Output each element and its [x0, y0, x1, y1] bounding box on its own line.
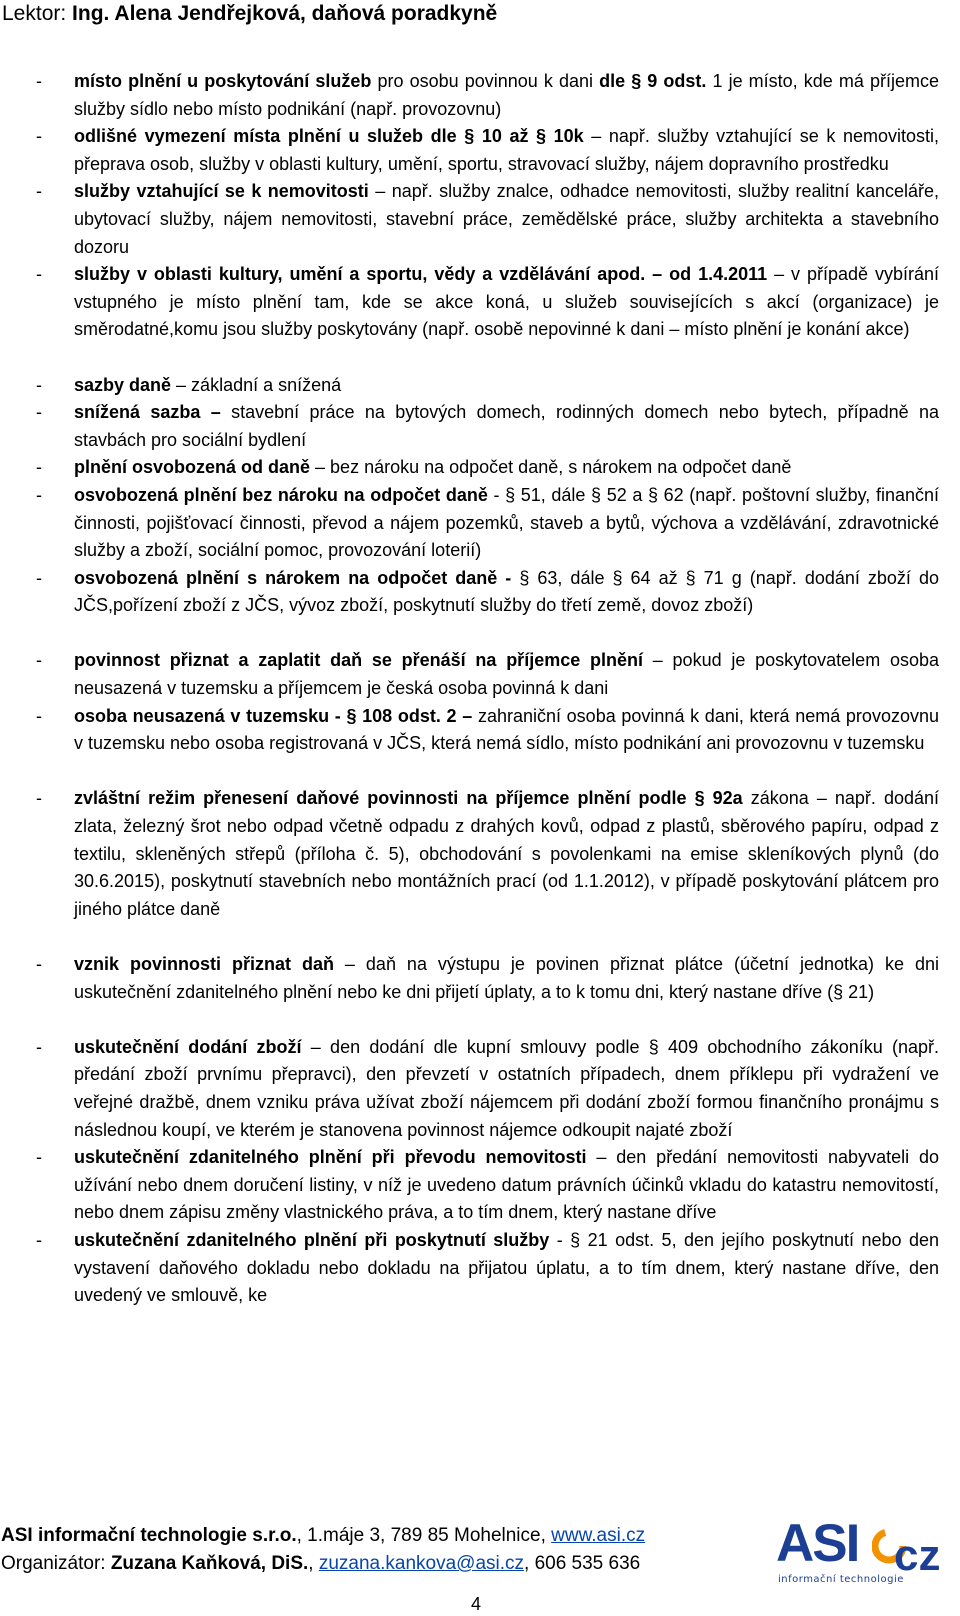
item-term: plnění osvobozená od daně	[74, 457, 311, 478]
item-text: – např. služby vztahující se k nemovitosti, přeprava osob, služby v oblasti kultury, umění, sportu, stravovací služby, nájem dopravního prostředku	[74, 126, 939, 174]
list-bullet: -	[36, 374, 42, 395]
item-text: – daň na výstupu je povinen přiznat plátce (účetní jednotka) ke dni uskutečnění zdanitelného plnění nebo ke dni přijetí úplaty, a to k tomu dni, který nastane dříve (§ 21)	[74, 954, 940, 1002]
list-item	[0, 951, 960, 1006]
list-item	[0, 482, 960, 565]
item-term: uskutečnění dodání zboží	[74, 1036, 302, 1057]
list-item	[0, 565, 960, 620]
paragraph-gap	[0, 620, 960, 648]
footer-line-organizer	[1, 1550, 645, 1578]
list-bullet: -	[36, 650, 42, 671]
organizer-sep: ,	[308, 1553, 319, 1574]
item-text: § 63, dále § 64 až § 71 g (např. dodání zboží do JČS,pořízení zboží z JČS, vývoz zboží, poskytnutí služby do třetí země, dovoz zboží)	[74, 567, 939, 616]
paragraph-gap	[0, 923, 960, 951]
list-item	[0, 785, 960, 923]
list-bullet: -	[36, 402, 42, 423]
logo-cz-text: cz	[894, 1531, 941, 1580]
list-item	[0, 399, 960, 454]
item-text-secondary: 1 je místo, kde má příjemce služby sídlo nebo místo podnikání (např. provozovnu)	[74, 71, 939, 119]
item-text: – např. služby znalce, odhadce nemovitosti, služby realitní kanceláře, ubytovací služby, nájem nemovitosti, stavební práce, zemědělské práce, služby architekta a stavebního dozoru	[74, 181, 939, 257]
paragraph-gap	[0, 758, 960, 786]
list-item	[0, 1227, 960, 1310]
list-bullet: -	[36, 1229, 42, 1250]
footer-line-company	[1, 1522, 645, 1550]
item-text: – základní a snížená	[171, 374, 342, 395]
organizer-label: Organizátor:	[1, 1553, 111, 1574]
item-term: snížená sazba –	[74, 402, 221, 423]
list-item	[0, 647, 960, 702]
logo-tagline: informační technologie	[778, 1574, 904, 1585]
item-text: - § 51, dále § 52 a § 62 (např. poštovní služby, finanční činnosti, pojišťovací činnosti, převod a nájem pozemků, staveb a bytů, výchova a vzdělávání, zdravotnické služby a zboží, sociální pomoc, provozování loterií)	[74, 484, 939, 561]
list-bullet: -	[36, 705, 42, 726]
list-item	[0, 1034, 960, 1144]
item-term: služby v oblasti kultury, umění a sportu, vědy a vzdělávání apod. – od 1.4.2011	[74, 264, 768, 285]
item-term: osoba neusazená v tuzemsku - § 108 odst. 2 –	[74, 705, 473, 726]
item-term: povinnost přiznat a zaplatit daň se přenáší na příjemce plnění	[74, 650, 643, 671]
footer	[1, 1522, 645, 1578]
item-text: pro osobu povinnou k dani	[371, 71, 600, 91]
list-item	[0, 703, 960, 758]
list-item	[0, 372, 960, 400]
organizer-name: Zuzana Kaňková, DiS.	[110, 1553, 309, 1574]
organizer-phone: , 606 535 636	[524, 1553, 641, 1574]
list-item	[0, 178, 960, 261]
website-link[interactable]: www.asi.cz	[551, 1525, 646, 1546]
asi-logo	[776, 1514, 954, 1594]
item-text: – v případě vybírání vstupného je místo plnění tam, kde se akce koná, u služeb souvisejících s akcí (organizace) je směrodatné,komu jsou služby poskytovány (např. osobě nepovinné k dani – místo plnění je konání akce)	[74, 264, 940, 340]
list-bullet: -	[36, 126, 42, 147]
lecturer-label: Lektor:	[2, 2, 67, 25]
item-text: zahraniční osoba povinná k dani, která nemá provozovnu v tuzemsku nebo osoba registrovaná v JČS, která nemá sídlo, místo podnikání ani provozovnu v tuzemsku	[74, 705, 939, 754]
item-term: uskutečnění zdanitelného plnění při poskytnutí služby	[74, 1229, 550, 1250]
list-bullet: -	[36, 457, 42, 478]
page-number: 4	[471, 1594, 482, 1614]
list-bullet: -	[36, 954, 42, 974]
list-bullet: -	[36, 181, 42, 202]
list-item	[0, 454, 960, 482]
document-body	[0, 68, 960, 1310]
list-item	[0, 261, 960, 344]
list-item	[0, 123, 960, 178]
item-term: zvláštní režim přenesení daňové povinnosti na příjemce plnění podle § 92a	[74, 788, 743, 809]
item-text: – den předání nemovitosti nabyvateli do užívání nebo dnem doručení listiny, v níž je uvedeno datum právních účinků vkladu do katastru nemovitostí, nebo dnem zápisu změny vlastnického práva, a to tím dnem, který nastane dříve	[74, 1147, 939, 1223]
item-term: osvobozená plnění bez nároku na odpočet daně	[74, 484, 488, 505]
lecturer-header	[2, 0, 497, 30]
item-term: osvobozená plnění s nárokem na odpočet daně -	[74, 567, 512, 588]
list-bullet: -	[36, 788, 42, 809]
email-link[interactable]: zuzana.kankova@asi.cz	[318, 1553, 525, 1574]
company-name: ASI informační technologie s.r.o.	[1, 1525, 297, 1546]
list-bullet: -	[36, 567, 42, 588]
list-bullet: -	[36, 484, 42, 505]
list-bullet: -	[36, 1036, 42, 1057]
lecturer-name: Ing. Alena Jendřejková, daňová poradkyně	[72, 2, 498, 25]
item-text: – bez nároku na odpočet daně, s nárokem na odpočet daně	[310, 457, 792, 478]
item-term: místo plnění u poskytování služeb	[74, 71, 372, 91]
item-term-secondary: dle § 9 odst.	[599, 71, 707, 91]
item-text: - § 21 odst. 5, den jejího poskytnutí nebo den vystavení daňového dokladu nebo dokladu na přijatou úplatu, a to tím dnem, který nastane dříve, den uvedený ve smlouvě, ke	[74, 1229, 939, 1306]
list-bullet: -	[36, 1147, 42, 1168]
item-text: – den dodání dle kupní smlouvy podle § 409 obchodního zákoníku (např. předání zboží prvnímu přepravci), den převzetí v ostatních případech, dnem příklepu při vydražení ve veřejné dražbě, dnem vzniku práva užívat zboží nájemcem při dodání zboží formou finančního pronájmu s následnou koupí, ve kterém je stanovena povinnost nájemce odkoupit najaté zboží	[74, 1036, 939, 1140]
list-bullet: -	[36, 71, 42, 91]
item-term: odlišné vymezení místa plnění u služeb dle § 10 až § 10k	[74, 126, 584, 147]
item-term: sazby daně	[74, 374, 172, 395]
paragraph-gap	[0, 1006, 960, 1034]
item-term: uskutečnění zdanitelného plnění při převodu nemovitosti	[74, 1147, 587, 1168]
list-item	[0, 68, 960, 123]
list-bullet: -	[36, 264, 42, 285]
item-text: – pokud je poskytovatelem osoba neusazená v tuzemsku a příjemcem je česká osoba povinná k dani	[74, 650, 939, 699]
item-text: stavební práce na bytových domech, rodinných domech nebo bytech, případně na stavbách pro sociální bydlení	[74, 402, 939, 450]
item-text: zákona – např. dodání zlata, železný šrot nebo odpad včetně odpadu z drahých kovů, odpad z plastů, sběrového papíru, odpad z textilu, skleněných střepů (příloha č. 5), obchodování s povolenkami na emise skleníkových plynů (do 30.6.2015), poskytnutí stavebních nebo montážních prací (od 1.1.2012), v případě poskytování plátcem pro jiného plátce daně	[74, 788, 940, 919]
paragraph-gap	[0, 344, 960, 372]
list-item	[0, 1144, 960, 1227]
company-address: , 1.máje 3, 789 85 Mohelnice,	[296, 1525, 552, 1546]
item-term: služby vztahující se k nemovitosti	[74, 181, 369, 202]
item-term: vznik povinnosti přiznat daň	[74, 954, 334, 974]
logo-asi-text: ASI	[776, 1514, 859, 1573]
